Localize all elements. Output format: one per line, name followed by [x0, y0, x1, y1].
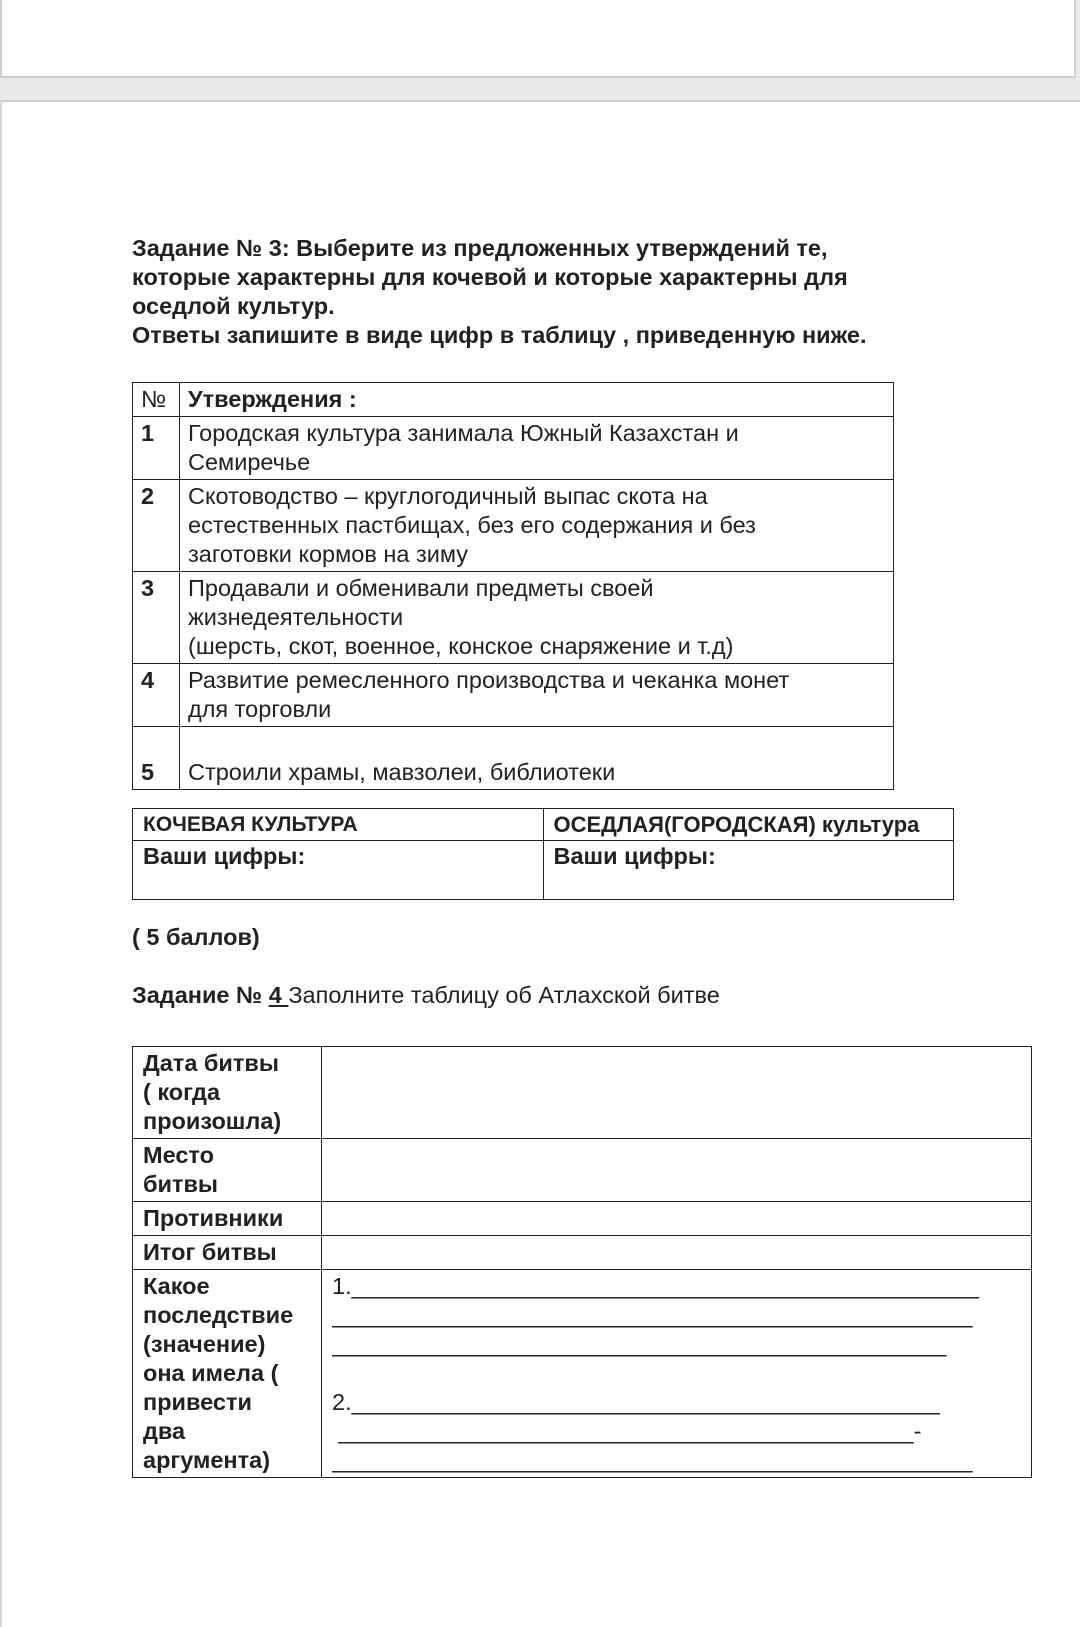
- opponents-answer[interactable]: [322, 1202, 1032, 1236]
- answer-line[interactable]: ____________________________________________-: [332, 1418, 922, 1444]
- table-row: [133, 727, 894, 790]
- opponents-label: Противники: [133, 1202, 322, 1236]
- battle-date-answer[interactable]: [322, 1047, 1032, 1139]
- table-row: [133, 1047, 1032, 1139]
- battle-place-answer[interactable]: [322, 1139, 1032, 1202]
- table-row: [133, 1202, 1032, 1236]
- row-number: 4: [133, 664, 180, 727]
- row-number: 1: [133, 417, 180, 480]
- nomadic-answer-cell[interactable]: Ваши цифры:: [133, 841, 544, 900]
- table-row: [133, 572, 894, 664]
- consequence-label: Какое последствие (значение) она имела ( привести два аргумента): [133, 1270, 322, 1478]
- row-number: 5: [133, 727, 180, 790]
- statement-text: Городская культура занимала Южный Казахстан и Семиречье: [180, 417, 894, 480]
- answer-line[interactable]: _________________________________________________: [332, 1447, 973, 1473]
- battle-date-label: Дата битвы ( когда произошла): [133, 1047, 322, 1139]
- task4-title: Задание № 4 Заполните таблицу об Атлахской битве: [132, 982, 720, 1008]
- table-row: [133, 1270, 1032, 1478]
- previous-page: [0, 0, 1076, 78]
- battle-result-answer[interactable]: [322, 1236, 1032, 1270]
- table-row: [133, 664, 894, 727]
- answer-table: [132, 808, 954, 900]
- statement-text: Строили храмы, мавзолеи, библиотеки: [180, 727, 894, 790]
- number-header: №: [133, 383, 180, 417]
- consequence-answer[interactable]: [322, 1270, 1032, 1478]
- row-number: 2: [133, 480, 180, 572]
- settled-answer-cell[interactable]: Ваши цифры:: [543, 841, 954, 900]
- answer-line[interactable]: 2._____________________________________________: [332, 1389, 940, 1415]
- statements-table: [132, 382, 894, 790]
- battle-place-label: Место битвы: [133, 1139, 322, 1202]
- nomadic-culture-header: КОЧЕВАЯ КУЛЬТУРА: [133, 809, 544, 841]
- table-row: [133, 1139, 1032, 1202]
- task3-instructions: Задание № 3: Выберите из предложенных утверждений те, которые характерны для кочевой и которые характерны для оседлой культур. Ответы запишите в виде цифр в таблицу , приведенную ниже.: [132, 235, 867, 348]
- battle-result-label: Итог битвы: [133, 1236, 322, 1270]
- table-header-row: [133, 383, 894, 417]
- table-row: [133, 1236, 1032, 1270]
- row-number: 3: [133, 572, 180, 664]
- answer-header-row: [133, 809, 954, 841]
- statement-text: Развитие ремесленного производства и чеканка монет для торговли: [180, 664, 894, 727]
- statement-text: Скотоводство – круглогодичный выпас скота на естественных пастбищах, без его содержания и без заготовки кормов на зиму: [180, 480, 894, 572]
- statements-header: Утверждения :: [180, 383, 894, 417]
- answer-line[interactable]: 1.________________________________________________: [332, 1273, 979, 1299]
- table-row: [133, 480, 894, 572]
- answer-line[interactable]: [332, 1359, 1021, 1388]
- answer-body-row: [133, 841, 954, 900]
- statement-text: Продавали и обменивали предметы своей жизнедеятельности (шерсть, скот, военное, конское снаряжение и т.д): [180, 572, 894, 664]
- answer-line[interactable]: _______________________________________________: [332, 1331, 947, 1357]
- document-page: [0, 100, 1080, 1627]
- points-label: ( 5 баллов): [132, 924, 260, 950]
- settled-culture-header: ОСЕДЛАЯ(ГОРОДСКАЯ) культура: [543, 809, 954, 841]
- answer-line[interactable]: _________________________________________________: [332, 1302, 973, 1328]
- battle-table: [132, 1046, 1032, 1478]
- table-row: [133, 417, 894, 480]
